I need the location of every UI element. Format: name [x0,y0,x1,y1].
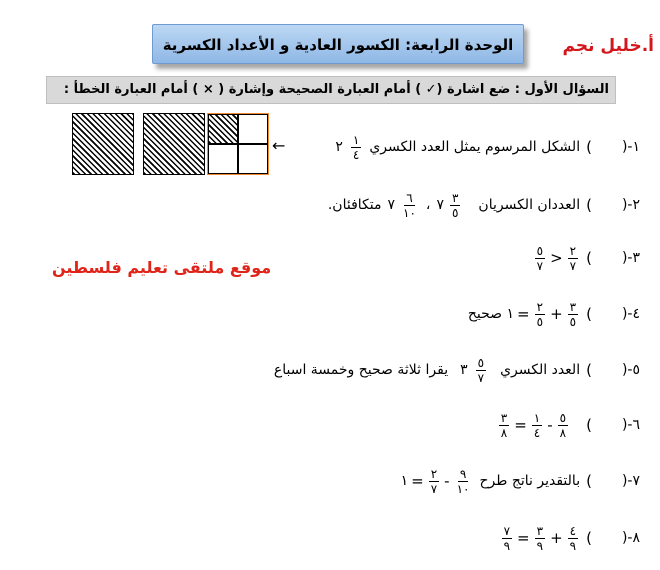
question-number: ٧-( [621,473,640,489]
question-number: ١-( [621,139,640,155]
fraction: $\frac{٦}{١٠}$ [403,190,416,220]
question-number: ٢-( [621,197,640,213]
fraction: $\frac{٣}{٥}$ [569,299,577,329]
fraction: $\frac{٥}{٧}$ [477,355,485,385]
answer-bracket: ) [586,249,592,267]
fraction: $\frac{٢}{٧}$ [430,466,438,496]
question-text: العددان الكسريان [478,197,581,213]
answer-bracket: ) [586,138,592,156]
question-text: العدد الكسري [500,362,581,378]
fraction: $\frac{٣}{٥}$ [451,190,459,220]
fraction: $\frac{٥}{٧}$ [536,243,544,273]
fraction: $\frac{٥}{٨}$ [559,410,567,440]
question-text: بالتقدير ناتج طرح [479,473,581,489]
unit-title-banner [152,24,524,64]
fraction: $\frac{٩}{١٠}$ [456,466,470,496]
whole-number: ٢ [335,139,343,155]
answer-bracket: ) [586,305,592,323]
result: ١ [400,473,409,489]
empty-quarter [238,144,268,174]
fraction: $\frac{٣}{٨}$ [500,410,508,440]
answer-bracket: ) [586,529,592,547]
unit-title: الوحدة الرابعة: الكسور العادية و الأعداد الكسرية [162,36,514,54]
separator: ، [425,197,431,213]
fraction: $\frac{٢}{٧}$ [569,243,577,273]
question-3 [533,238,640,278]
teacher-name: أ.خليل نجم [562,36,654,56]
whole-number: ٧ [436,197,444,213]
question-6: ٦-( ) $\frac{٣}{٨}$ = $\frac{١}{٤}$ - $\frac{٥}{٨}$ [500,410,640,440]
question-7: ٧-( ) بالتقدير ناتج طرح ١ = $\frac{٢}{٧}$ - $\frac{٩}{١٠}$ [400,466,640,496]
operator: - [547,416,553,434]
whole-square-2 [143,113,205,175]
operator: + [550,305,563,323]
question-5 [274,350,640,390]
whole-number: ٧ [387,197,396,213]
result: ١ صحيح [467,306,515,322]
fraction: $\frac{١}{٤}$ [352,132,360,162]
question-number: ٣-( [621,250,640,266]
operator: + [550,529,563,547]
question-number: ٤-( [621,306,640,322]
answer-bracket: ) [586,472,592,490]
left-arrow-icon: ← [272,136,286,155]
fraction: $\frac{٢}{٥}$ [536,299,544,329]
whole-square-1 [72,113,134,175]
question-number: ٦-( [621,417,640,433]
question-8: ٨-( ) $\frac{٧}{٩}$ = $\frac{٣}{٩}$ + $\frac{٤}{٩}$ [503,523,640,553]
empty-quarter [238,114,268,144]
answer-bracket: ) [586,361,592,379]
fraction: $\frac{٤}{٩}$ [569,523,577,553]
question-suffix: يقرا ثلاثة صحيح وخمسة اسباع [273,362,449,378]
question-4: ٤-( ) ١ صحيح = $\frac{٢}{٥}$ + $\frac{٣}{٥}$ [467,299,640,329]
question-instruction: السؤال الأول : ضع اشارة (✓ ) أمام العبارة الصحيحة وإشارة ( × ) أمام العبارة الخطأ : [46,76,616,104]
whole-number: ٣ [460,362,468,378]
question-suffix: متكافئان. [327,197,382,213]
fraction: $\frac{١}{٤}$ [533,410,541,440]
fraction: $\frac{٧}{٩}$ [503,523,511,553]
empty-quarter [208,144,238,174]
answer-bracket: ) [586,196,592,214]
question-text: الشكل المرسوم يمثل العدد الكسري [369,139,581,155]
site-watermark: موقع ملتقى تعليم فلسطين [52,258,272,277]
shaded-quarter [208,114,238,144]
question-1 [335,127,640,167]
question-number: ٥-( [621,362,640,378]
fraction: $\frac{٣}{٩}$ [536,523,544,553]
comparison-operator: > [550,249,563,267]
question-number: ٨-( [621,530,640,546]
operator: - [444,472,450,490]
answer-bracket: ) [586,416,592,434]
question-2 [328,185,640,225]
quarter-square [207,113,269,175]
